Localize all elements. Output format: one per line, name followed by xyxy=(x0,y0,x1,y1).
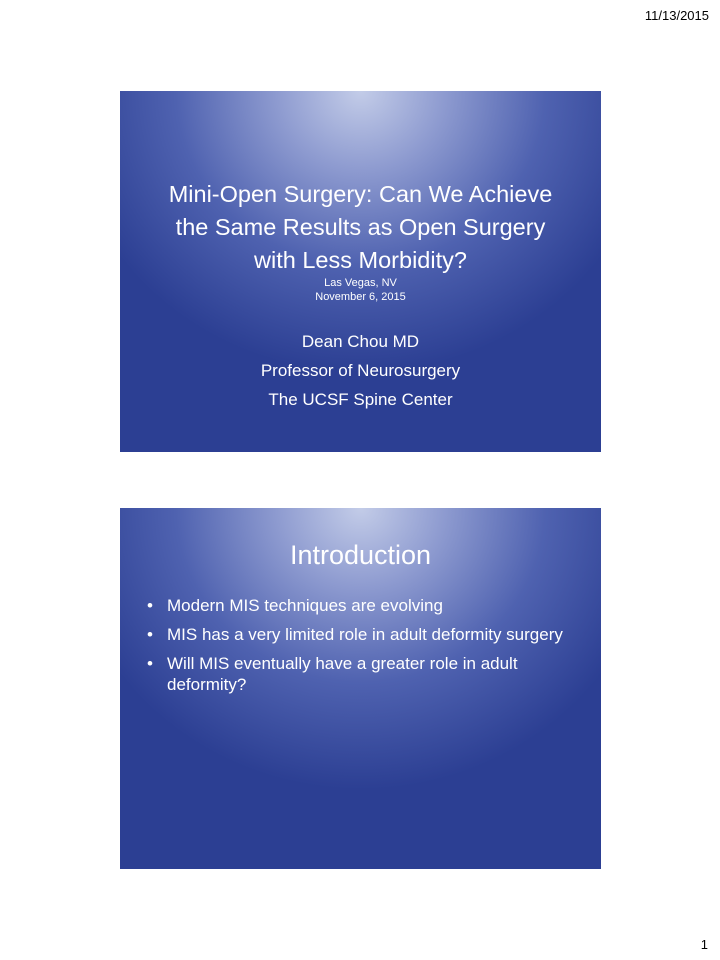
slide-title: Introduction xyxy=(289,540,432,570)
bullet-dot-icon: • xyxy=(147,625,153,644)
bullet-text: Modern MIS techniques are evolving xyxy=(167,596,443,615)
bullet-list xyxy=(147,595,581,703)
title-line: with Less Morbidity? xyxy=(254,247,467,273)
page-number: 1 xyxy=(700,937,708,952)
bullet-item xyxy=(147,595,581,616)
bullet-item xyxy=(147,653,581,695)
author-line: Professor of Neurosurgery xyxy=(260,361,461,380)
author-line: Dean Chou MD xyxy=(301,332,420,351)
bullet-text: MIS has a very limited role in adult deformity surgery xyxy=(167,625,563,644)
venue: Las Vegas, NV xyxy=(324,277,397,289)
slide-title xyxy=(120,178,601,277)
title-line: Mini-Open Surgery: Can We Achieve xyxy=(168,181,553,207)
author-line: The UCSF Spine Center xyxy=(268,390,453,409)
bullet-dot-icon: • xyxy=(147,596,153,615)
bullet-text: Will MIS eventually have a greater role in adult deformity? xyxy=(167,654,518,694)
introduction-slide xyxy=(120,508,601,869)
page-date: 11/13/2015 xyxy=(644,8,709,23)
author-block xyxy=(120,327,601,414)
bullet-dot-icon: • xyxy=(147,654,153,673)
title-slide xyxy=(120,91,601,452)
bullet-item xyxy=(147,624,581,645)
title-line: the Same Results as Open Surgery xyxy=(175,214,546,240)
presentation-date: November 6, 2015 xyxy=(315,291,406,303)
